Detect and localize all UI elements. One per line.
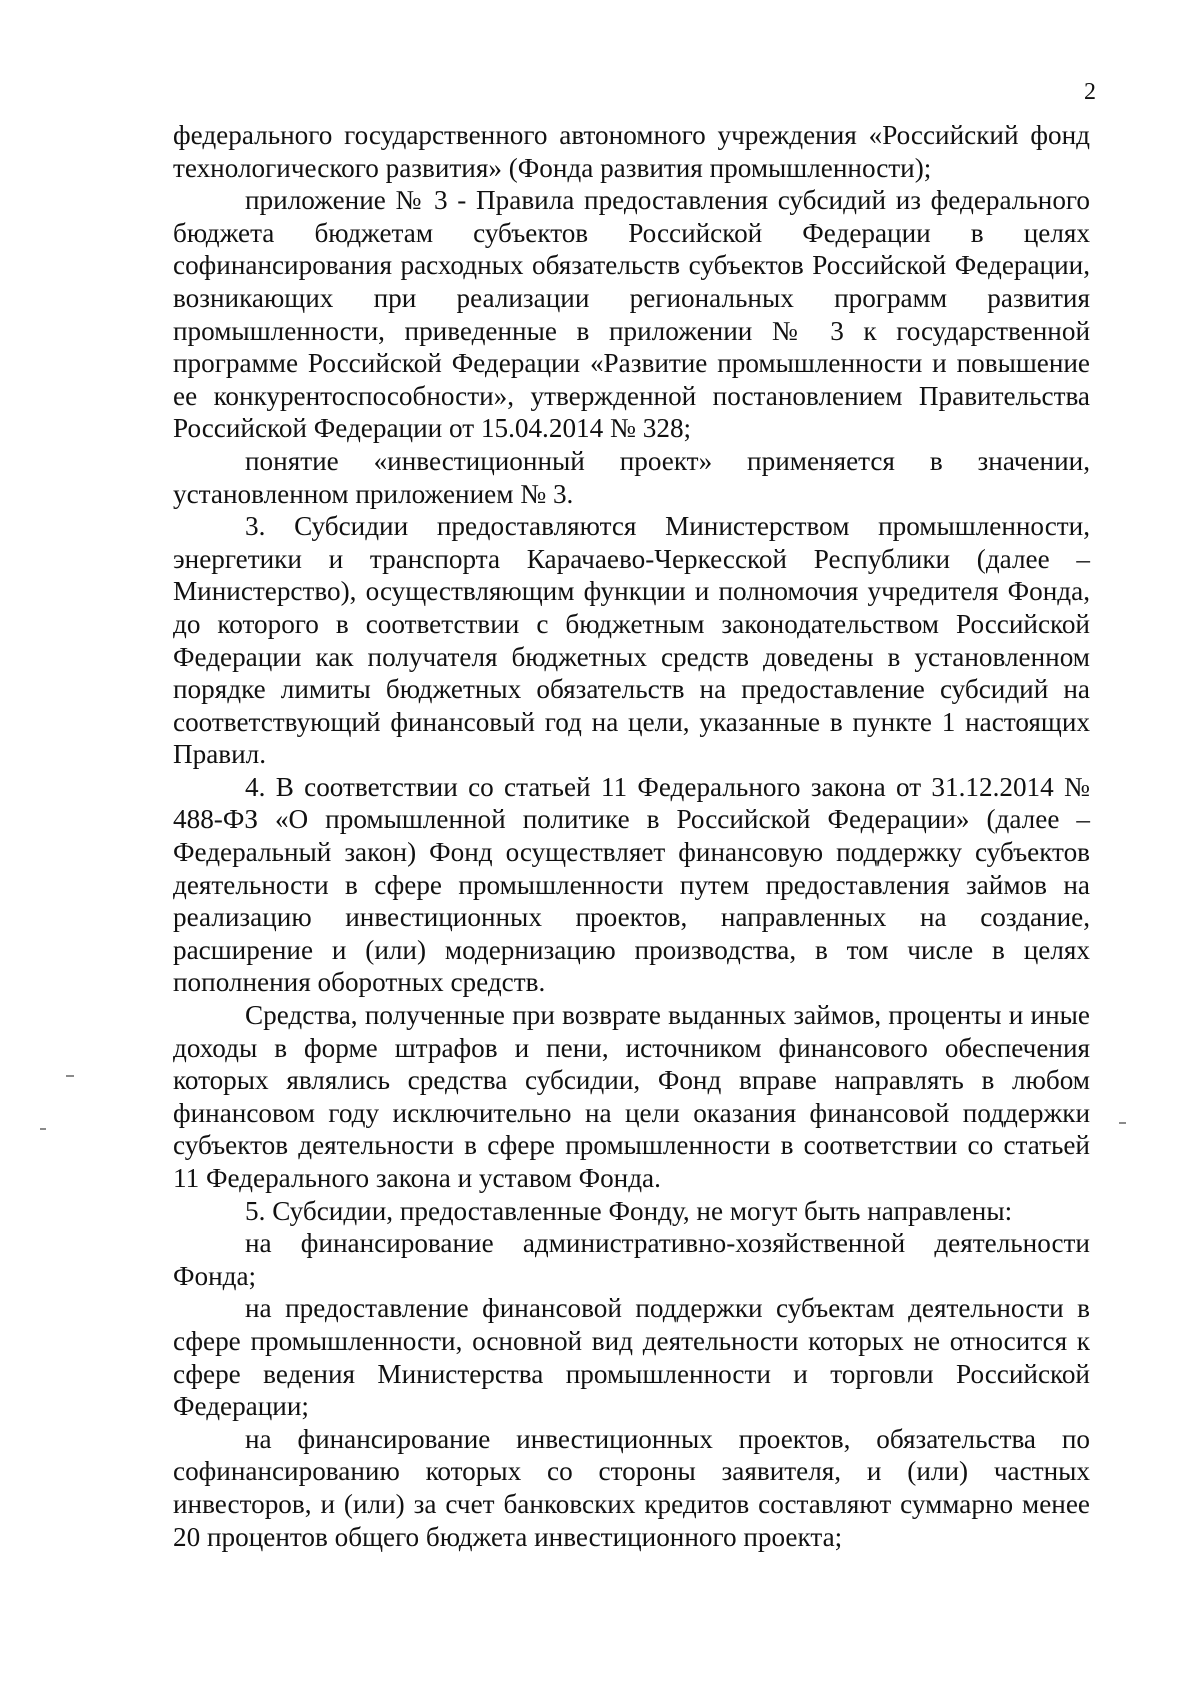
paragraph-1: федерального государственного автономного учреждения «Российский фонд технологического развития» (Фонда развития промышленности); — [173, 120, 1090, 183]
document-body — [173, 119, 1090, 1553]
paragraph-5: 4. В соответствии со статьей 11 Федерального закона от 31.12.2014 № 488-ФЗ «О промышленной политике в Российской Федерации» (далее – Федеральный закон) Фонд осуществляет финансовую поддержку субъектов деятельности в сфере промышленности путем предоставления займов на реализацию инвестиционных проектов, направленных на создание, расширение и (или) модернизацию производства, в том числе в целях пополнения оборотных средств. — [173, 771, 1090, 998]
page-number: 2 — [1084, 79, 1096, 105]
scan-artifact-right — [1119, 1122, 1126, 1124]
paragraph-2: приложение № 3 - Правила предоставления субсидий из федерального бюджета бюджетам субъектов Российской Федерации в целях софинансирования расходных обязательств субъектов Российской Федерации, возникающих при реализации региональных программ развития промышленности, приведенные в приложении № 3 к государственной программе Российской Федерации «Развитие промышленности и повышение ее конкурентоспособности», утвержденной постановлением Правительства Российской Федерации от 15.04.2014 № 328; — [173, 185, 1090, 444]
scan-artifact-left-1 — [66, 1075, 74, 1077]
paragraph-3: понятие «инвестиционный проект» применяется в значении, установленном приложением № 3. — [173, 445, 1090, 509]
paragraph-8: на финансирование административно-хозяйственной деятельности Фонда; — [173, 1228, 1090, 1291]
paragraph-9: на предоставление финансовой поддержки субъектам деятельности в сфере промышленности, основной вид деятельности которых не относится к сфере ведения Министерства промышленности и торговли Российской Федерации; — [173, 1293, 1090, 1422]
paragraph-10: на финансирование инвестиционных проектов, обязательства по софинансированию которых со стороны заявителя, и (или) частных инвесторов, и (или) за счет банковских кредитов составляют суммарно менее 20 процентов общего бюджета инвестиционного проекта; — [173, 1423, 1090, 1552]
scan-artifact-left-2 — [40, 1128, 46, 1130]
paragraph-4: 3. Субсидии предоставляются Министерством промышленности, энергетики и транспорта Карачаево-Черкесской Республики (далее – Министерство), осуществляющим функции и полномочия учредителя Фонда, до которого в соответствии с бюджетным законодательством Российской Федерации как получателя бюджетных средств доведены в установленном порядке лимиты бюджетных обязательств на предоставление субсидий на соответствующий финансовый год на цели, указанные в пункте 1 настоящих Правил. — [173, 511, 1090, 770]
paragraph-6: Средства, полученные при возврате выданных займов, проценты и иные доходы в форме штрафов и пени, источником финансового обеспечения которых являлись средства субсидии, Фонд вправе направлять в любом финансовом году исключительно на цели оказания финансовой поддержки субъектов деятельности в сфере промышленности в соответствии со статьей 11 Федерального закона и уставом Фонда. — [173, 1000, 1090, 1193]
paragraph-7: 5. Субсидии, предоставленные Фонду, не могут быть направлены: — [245, 1195, 1013, 1226]
